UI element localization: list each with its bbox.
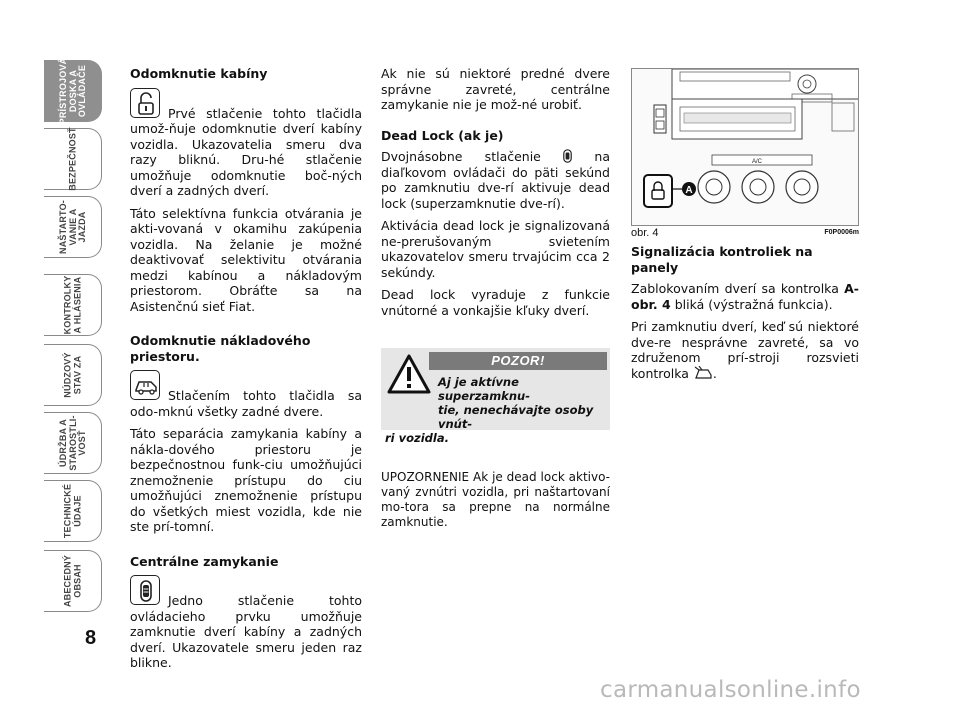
unlock-cab-icon bbox=[130, 88, 160, 118]
paragraph: Táto selektívna funkcia otvárania je akti-vovaná v okamihu zakúpenia vozidla. Na želanie je možné deaktivovať selektivitu otvárania medzi kabínou a nákladovým priestorom. Obráťte sa na Asistenčnú sieť Fiat. bbox=[130, 205, 362, 314]
tab-technicke-udaje[interactable] bbox=[44, 480, 102, 542]
tab-pristrojova-doska[interactable] bbox=[44, 57, 102, 125]
paragraph: Aktivácia dead lock je signalizovaná ne-prerušovaným svietením ukazovatelov smeru trvajúcim cca 2 sekúndy. bbox=[381, 218, 610, 280]
paragraph: Jedno stlačenie tohto ovládacieho prvku umožňuje zamknutie dverí kabíny a zadných dverí. Ukazovatele smeru jeden raz blikne. bbox=[130, 593, 362, 670]
paragraph: Táto separácia zamykania kabíny a nákla-dového priestoru je bezpečnostnou funk-ciu umožňujúci znemožnenie prístupu do ciu umožňujúci znemožnenie prístupu do všetkých miest vozidla, kde nie ste prí-tomní. bbox=[130, 426, 362, 534]
key-lock-icon bbox=[563, 149, 572, 163]
text: bliká (výstražná funkcia). bbox=[674, 296, 833, 312]
text: Pri zamknutiu dverí, keď sú niektoré dve-re nesprávne zavreté, sa vo združenom prí-stroji rozsvieti kontrolka bbox=[631, 319, 859, 381]
tab-label: BEZPEČNOSŤ bbox=[66, 127, 77, 191]
tab-label: NAŠTARTO- VANIE A JAZDA bbox=[57, 200, 87, 254]
paragraph-kontrolka bbox=[631, 319, 859, 381]
cargo-unlock-icon bbox=[130, 370, 160, 400]
tab-label: NÚDZOVÝ STAV ZA bbox=[62, 352, 82, 398]
door-open-indicator-icon bbox=[693, 366, 713, 380]
heading-odomknutie-kabiny: Odomknutie kabíny bbox=[130, 66, 268, 81]
dashboard-figure bbox=[631, 68, 859, 226]
heading-odomknutie-nakladoveho: Odomknutie nákladového priestoru. bbox=[130, 333, 311, 364]
column-3 bbox=[631, 244, 859, 388]
text: Dvojnásobne stlačenie bbox=[381, 149, 541, 164]
tab-label: ABECEDNÝ OBSAH bbox=[62, 554, 82, 608]
warning-line: Aj je aktívne superzamknu- bbox=[438, 375, 530, 403]
paragraph-signalizacia bbox=[631, 281, 859, 312]
heading-centralne-zamykanie: Centrálne zamykanie bbox=[130, 553, 279, 569]
warning-box bbox=[381, 348, 610, 445]
figure-number: obr. 4 bbox=[631, 227, 659, 239]
heading-signalizacia: Signalizácia kontroliek na panely bbox=[631, 244, 813, 275]
column-1 bbox=[130, 66, 362, 678]
figure-reference: A-obr. 4 bbox=[631, 281, 859, 312]
column-2 bbox=[381, 66, 610, 325]
tab-label: PRÍSTROJOVÁ DOSKA A OVLÁDAČE bbox=[57, 57, 87, 125]
paragraph: Dead lock vyraduje z funkcie vnútorné a vonkajšie kľuky dverí. bbox=[381, 287, 610, 318]
tab-label: TECHNICKÉ ÚDAJE bbox=[62, 483, 82, 539]
period: . bbox=[712, 365, 717, 381]
tab-nastartovanie[interactable] bbox=[44, 196, 102, 258]
tab-bezpecnost[interactable] bbox=[44, 128, 102, 190]
paragraph: Stlačením tohto tlačidla sa odo-mknú všetky zadné dvere. bbox=[130, 388, 362, 419]
tab-label: KONTROLKY A HLÁSENIA bbox=[62, 275, 82, 335]
dashboard-illustration bbox=[632, 69, 859, 226]
warning-line: ri vozidla. bbox=[385, 431, 449, 445]
tab-abecedny-obsah[interactable] bbox=[44, 550, 102, 612]
text: Zablokovaním dverí sa kontrolka bbox=[631, 281, 839, 296]
tab-udrzba[interactable] bbox=[44, 412, 102, 474]
note-upozornenie: UPOZORNENIE Ak je dead lock aktivo-vaný zvnútri vozidla, pri naštartovaní mo-tora sa prepne na normálne zamknutie. bbox=[381, 470, 610, 529]
paragraph-dead-lock bbox=[381, 149, 610, 211]
ac-label: A/C bbox=[751, 159, 763, 165]
warning-title: POZOR! bbox=[429, 352, 607, 370]
page-number: 8 bbox=[85, 627, 97, 649]
paragraph: Ak nie sú niektoré predné dvere správne zavreté, centrálne zamykanie nie je mož-né urobiť. bbox=[381, 66, 610, 112]
tab-kontrolky[interactable] bbox=[44, 274, 102, 336]
callout-a-label: A bbox=[685, 185, 693, 196]
tab-nudzovy-stav[interactable] bbox=[44, 344, 102, 406]
heading-dead-lock: Dead Lock (ak je) bbox=[381, 127, 504, 143]
figure-code: F0P0006m bbox=[824, 229, 859, 236]
warning-text bbox=[385, 375, 607, 445]
paragraph: Prvé stlačenie tohto tlačidla umož-ňuje odomknutie dverí kabíny vozidla. Ukazovatelia smeru dva razy bliknú. Dru-hé stlačenie umožňuje odomknutie boč-ných dverí a zadných dverí. bbox=[130, 105, 362, 198]
central-lock-icon bbox=[130, 575, 160, 605]
warning-line: tie, nenechávajte osoby vnút- bbox=[438, 403, 594, 431]
text: na diaľkovom ovládači do päti sekúnd po zamknutiu dve-rí aktivuje dead lock (superzamknutie dve-rí). bbox=[381, 149, 610, 211]
tab-label: ÚDRŽBA A STAROSTLI- VOSŤ bbox=[57, 415, 87, 471]
watermark: carmanualsonline.info bbox=[600, 677, 861, 703]
